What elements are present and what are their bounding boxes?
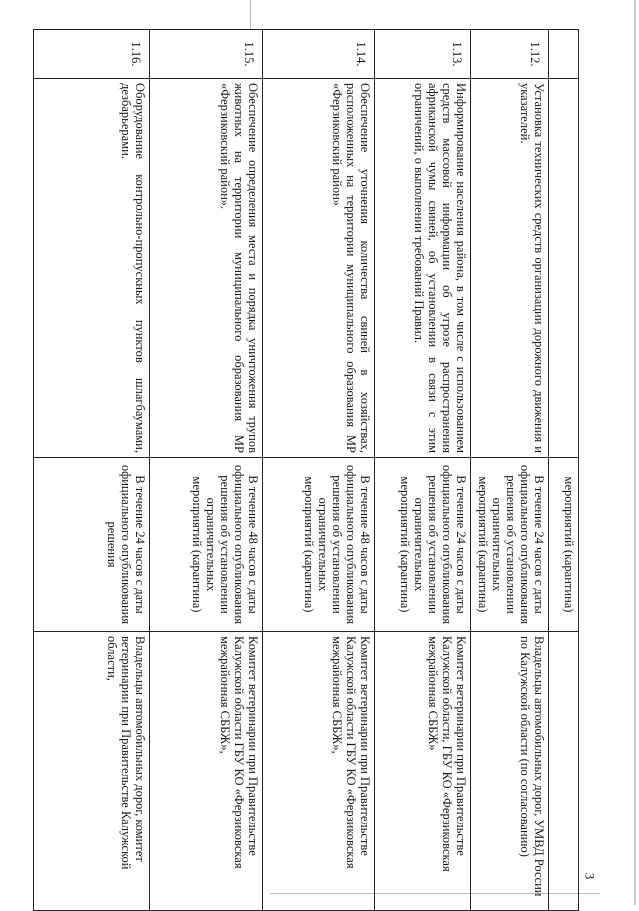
row-number: 1.14. bbox=[263, 30, 375, 79]
table-row bbox=[150, 30, 263, 911]
table-row bbox=[549, 30, 579, 911]
table-row bbox=[34, 30, 150, 911]
row-activity: Обеспечение уточнения количества свиней в хозяйствах, расположенных на территории муниципального образования МР «Ферзиковский район» bbox=[263, 79, 375, 458]
row-number: 1.16. bbox=[34, 30, 150, 79]
page-number: 3 bbox=[582, 872, 598, 880]
row-activity: Информирование населения района, в том числе с использованием средств массовой информации об угрозе распространения африканской чумы свиней, об установлении в связи с этим ограничений, о выполнении требований Правил. bbox=[375, 79, 471, 458]
row-term: В течение 48 часов с даты официального опубликования решения об установлении ограничительных мероприятий (карантина) bbox=[263, 458, 375, 632]
row-activity bbox=[549, 79, 579, 458]
row-term: мероприятий (карантина) bbox=[549, 458, 579, 632]
row-term: В течение 24 часов с даты официального опубликования решения об установлении ограничительных мероприятий (карантина) bbox=[375, 458, 471, 632]
measures-table bbox=[33, 29, 579, 911]
row-responsible: Владельцы автомобильных дорог, комитет ветеринарии при Правительстве Калужской области, bbox=[34, 632, 150, 911]
row-responsible: Комитет ветеринарии при Правительстве Калужской области ГБУ КО «Ферзиковская межрайонная СББЖ», bbox=[150, 632, 263, 911]
scan-edge-line bbox=[250, 0, 251, 30]
row-number bbox=[549, 30, 579, 79]
rotated-table-wrapper bbox=[34, 29, 579, 897]
table-row bbox=[375, 30, 471, 911]
row-responsible bbox=[549, 632, 579, 911]
row-term: В течение 48 часов с даты официального опубликования решения об установлении ограничительных мероприятий (карантина) bbox=[150, 458, 263, 632]
row-number: 1.15. bbox=[150, 30, 263, 79]
scan-edge-line-right bbox=[634, 0, 636, 905]
table-row bbox=[263, 30, 375, 911]
row-responsible: Комитет ветеринарии при Правительстве Калужской области, ГБУ КО «Ферзиковская межрайонная СББЖ» bbox=[375, 632, 471, 911]
row-term: В течение 24 часов с даты официального опубликования решения об установлении ограничительных мероприятий (карантина) bbox=[471, 458, 549, 632]
row-responsible: Комитет ветеринарии при Правительстве Калужской области ГБУ КО «Ферзиковская межрайонная СББЖ», bbox=[263, 632, 375, 911]
row-activity: Обеспечение определения места и порядка уничтожения трупов животных на территории муниципального образования МР «Ферзиковский район». bbox=[150, 79, 263, 458]
row-term: В течение 24 часов с даты официального опубликования решения bbox=[34, 458, 150, 632]
row-number: 1.12. bbox=[471, 30, 549, 79]
row-responsible: Владельцы автомобильных дорог, УМВД России по Калужской области (по согласованию) bbox=[471, 632, 549, 911]
row-activity: Оборудование контрольно-пропускных пунктов шлагбаумами, дезбарьерами. bbox=[34, 79, 150, 458]
row-number: 1.13. bbox=[375, 30, 471, 79]
row-activity: Установка технических средств организации дорожного движения и указателей. bbox=[471, 79, 549, 458]
table-row bbox=[471, 30, 549, 911]
